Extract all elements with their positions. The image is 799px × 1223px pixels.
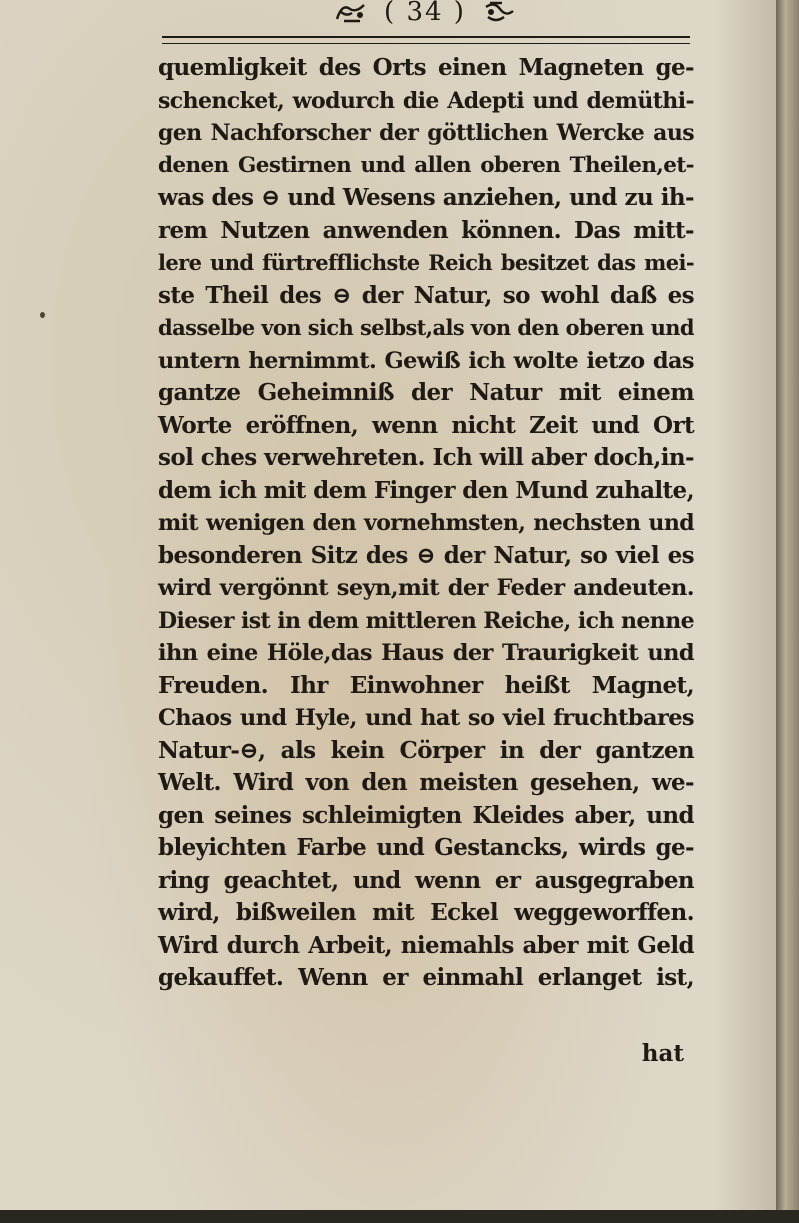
text-line: Natur-⊖, als kein Cörper in der gantzen bbox=[158, 736, 694, 764]
text-line: dem ich mit dem Finger den Mund zuhalte, bbox=[158, 476, 694, 504]
text-line: sol ches verwehreten. Ich will aber doch,in- bbox=[158, 444, 694, 471]
text-line: Dieser ist in dem mittleren Reiche, ich nenne bbox=[158, 607, 694, 634]
text-line: gen Nachforscher der göttlichen Wercke aus bbox=[158, 120, 694, 146]
text-line: quemligkeit des Orts einen Magneten ge- bbox=[158, 54, 694, 81]
header-rule bbox=[162, 36, 690, 44]
text-line: lere und fürtrefflichste Reich besitzet das mei- bbox=[158, 250, 694, 275]
text-line: untern hernimmt. Gewiß ich wolte ietzo das bbox=[158, 347, 694, 374]
page-header bbox=[160, 0, 690, 28]
text-line: Worte eröffnen, wenn nicht Zeit und Ort bbox=[158, 411, 694, 439]
text-line: besonderen Sitz des ⊖ der Natur, so viel es bbox=[158, 541, 694, 569]
text-line: Chaos und Hyle, und hat so viel fruchtbares bbox=[158, 705, 694, 731]
text-line: wird, bißweilen mit Eckel weggeworffen. bbox=[158, 899, 694, 926]
text-line: schencket, wodurch die Adepti und demüthi- bbox=[158, 87, 694, 114]
text-line: ring geachtet, und wenn er ausgegraben bbox=[158, 866, 694, 894]
catchword: hat bbox=[641, 1040, 684, 1067]
text-line: denen Gestirnen und allen oberen Theilen,et- bbox=[158, 152, 694, 178]
text-line: Wird durch Arbeit, niemahls aber mit Geld bbox=[158, 931, 694, 959]
text-line: gantze Geheimniß der Natur mit einem bbox=[158, 379, 694, 406]
text-line: Freuden. Ihr Einwohner heißt Magnet, bbox=[158, 671, 694, 699]
text-line: bleyichten Farbe und Gestancks, wirds ge- bbox=[158, 834, 694, 861]
left-ornament-icon bbox=[334, 0, 368, 25]
text-line: gen seines schleimigten Kleides aber, und bbox=[158, 801, 694, 829]
body-text bbox=[158, 52, 694, 995]
page-number: ( 34 ) bbox=[384, 0, 466, 27]
text-line: ihn eine Höle,das Haus der Traurigkeit und bbox=[158, 640, 694, 666]
text-line: rem Nutzen anwenden können. Das mitt- bbox=[158, 216, 694, 244]
text-line: gekauffet. Wenn er einmahl erlanget ist, bbox=[158, 964, 694, 991]
text-line: dasselbe von sich selbst,als von den oberen und bbox=[158, 315, 694, 340]
text-line: wird vergönnt seyn,mit der Feder andeuten. bbox=[158, 575, 694, 601]
right-ornament-icon bbox=[482, 0, 516, 25]
scan-bottom-edge bbox=[0, 1210, 799, 1223]
text-line: Welt. Wird von den meisten gesehen, we- bbox=[158, 769, 694, 796]
text-line: ste Theil des ⊖ der Natur, so wohl daß es bbox=[158, 281, 694, 309]
page-gutter-edge bbox=[776, 0, 799, 1223]
ink-smudge bbox=[40, 312, 45, 318]
text-line: mit wenigen den vornehmsten, nechsten und bbox=[158, 510, 694, 536]
text-line: was des ⊖ und Wesens anziehen, und zu ih- bbox=[158, 184, 694, 211]
